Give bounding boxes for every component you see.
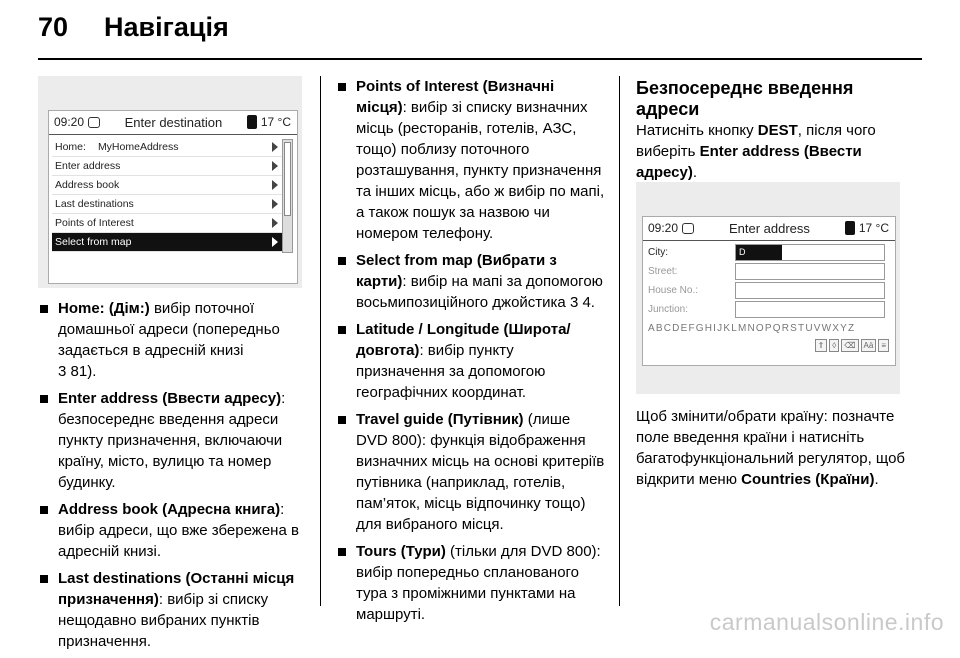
screenshot-enter-address: [636, 182, 900, 394]
page-number: 70: [38, 12, 69, 42]
screen-heading: Enter destination: [124, 114, 223, 130]
screenshot-enter-destination: [38, 76, 302, 288]
description: : вибір зі списку визначних місць (ресторанів, готелів, АЗС, тощо) поблизу поточного розташування, пункту призначення та інших місць, або ж вибір по мапі, а також пошук за назвою чи номером телефону.: [356, 99, 605, 242]
dest-key: DEST: [757, 122, 798, 139]
chevron-right-icon: [272, 218, 278, 228]
description: (тільки для DVD 800): вибір попередньо спланованого тура з проміжними пунктами на маршруті.: [356, 543, 601, 623]
description: : вибір на мапі за допомогою восьмипозиційного джойстика: [356, 273, 603, 311]
scrollbar[interactable]: [282, 139, 293, 253]
case-key[interactable]: Aä: [861, 339, 877, 352]
menu-item-points-of-interest[interactable]: [52, 214, 282, 233]
term: Latitude / Longitude (Широта/довгота): [356, 321, 571, 359]
chevron-right-icon: [272, 199, 278, 209]
term: Enter address (Ввести адресу): [636, 143, 862, 181]
menu-label: Home:: [55, 141, 86, 153]
column-2: [336, 76, 606, 631]
list-item: [336, 409, 606, 535]
term: Select from map (Вибрати з карти): [356, 252, 557, 290]
description: : безпосереднє введення адреси пункту призначення, включаючи країну, місто, вулицю та номер будинку.: [58, 390, 286, 491]
field-label: House No.:: [648, 284, 699, 296]
list-key[interactable]: ≡: [878, 339, 889, 352]
page-reference: 3 81).: [58, 363, 97, 380]
column-divider: [320, 76, 321, 606]
house-field-row[interactable]: [648, 281, 884, 299]
city-input[interactable]: [735, 244, 885, 261]
watermark: carmanualsonline.info: [709, 609, 944, 635]
nav-screen: [48, 110, 298, 284]
paragraph: Натисніть кнопку DEST, після чого виберіть Enter address (Ввести адресу).: [636, 122, 876, 181]
menu-label: Enter address: [55, 160, 121, 172]
column-3-lower: [636, 406, 906, 496]
temperature: [247, 115, 291, 129]
speller-alphabet[interactable]: ABCDEFGHIJKLMNOPQRSTUVWXYZ: [648, 323, 856, 334]
term: Last destinations (Останні місця призначення): [58, 570, 295, 608]
term: Points of Interest (Визначні місця): [356, 78, 555, 116]
column-divider: [619, 76, 620, 606]
term: Home: (Дім:): [58, 300, 150, 317]
menu-item-address-book[interactable]: [52, 176, 282, 195]
paragraph: Щоб змінити/обрати країну: позначте поле введення країни і натисніть багатофункціональний регулятор, щоб відкрити меню Countries (Країни).: [636, 408, 906, 488]
clock-icon: [88, 117, 100, 128]
term: Countries (Країни): [741, 471, 875, 488]
junction-field-row[interactable]: [648, 300, 884, 318]
chevron-right-icon: [272, 142, 278, 152]
junction-input[interactable]: [735, 301, 885, 318]
list-item: [38, 568, 306, 652]
description: (лише DVD 800): функція відображення визначних місць на основі критеріїв путівника (наприклад, готелів, пам’яток, місць відпочинку тощо) для вибраного місця.: [356, 411, 605, 533]
list-item: [336, 250, 606, 313]
delete-key[interactable]: ⌫: [841, 339, 858, 352]
menu-label: Points of Interest: [55, 217, 134, 229]
clock-time: 09:20: [648, 221, 679, 235]
menu-item-home[interactable]: [52, 138, 282, 157]
shift-key[interactable]: ⇑: [815, 339, 828, 352]
street-input[interactable]: [735, 263, 885, 280]
speller-keys: [815, 339, 889, 352]
list-item: [336, 76, 606, 244]
header-rule: [38, 58, 922, 60]
city-value: D: [736, 245, 782, 260]
column-1: [38, 298, 306, 658]
term: Address book (Адресна книга): [58, 501, 281, 518]
page-header: [38, 12, 229, 52]
screen-heading: Enter address: [728, 220, 810, 236]
nav-screen: [642, 216, 896, 366]
menu-item-enter-address[interactable]: [52, 157, 282, 176]
description: : вибір пункту призначення за допомогою географічних координат.: [356, 342, 546, 401]
term: Travel guide (Путівник): [356, 411, 524, 428]
clock-time: 09:20: [54, 115, 85, 129]
field-label: Junction:: [648, 303, 689, 315]
page-title: Навігація: [104, 12, 229, 42]
chevron-right-icon: [272, 237, 278, 247]
thermometer-icon: [845, 221, 855, 235]
menu-label: Address book: [55, 179, 120, 191]
scroll-thumb[interactable]: [284, 142, 291, 216]
temp-value: 17 °C: [260, 115, 291, 129]
status-bar: [49, 111, 297, 133]
menu-item-select-from-map[interactable]: [52, 233, 282, 252]
term: Tours (Тури): [356, 543, 446, 560]
thermometer-icon: [247, 115, 257, 129]
list-item: [38, 388, 306, 493]
chevron-right-icon: [272, 180, 278, 190]
status-bar: [643, 217, 895, 239]
cursor-key[interactable]: ◊: [829, 339, 839, 352]
description: : вибір адреси, що вже збережена в адресній книзі.: [58, 501, 299, 560]
column-3: [636, 78, 906, 189]
chevron-right-icon: [272, 161, 278, 171]
field-label: Street:: [648, 265, 678, 277]
term: Enter address (Ввести адресу): [58, 390, 282, 407]
clock-icon: [682, 223, 694, 234]
city-field-row[interactable]: [648, 243, 884, 261]
page-reference: 3 4.: [569, 294, 595, 311]
description: вибір поточної домашньої адреси (попередньо задається в адресній книзі: [58, 300, 280, 359]
description: : вибір зі списку нещодавно вибраних пунктів призначення.: [58, 591, 269, 650]
menu-label: Select from map: [55, 236, 132, 248]
field-label: City:: [648, 246, 668, 258]
street-field-row[interactable]: [648, 262, 884, 280]
section-heading: Безпосереднє введення адреси: [636, 78, 854, 119]
menu-item-last-destinations[interactable]: [52, 195, 282, 214]
list-item: [336, 541, 606, 625]
menu-value: MyHomeAddress: [97, 141, 179, 153]
list-item: [336, 319, 606, 403]
list-item: [38, 499, 306, 562]
temperature: [845, 221, 889, 235]
list-item: [38, 298, 306, 382]
temp-value: 17 °C: [858, 221, 889, 235]
menu-label: Last destinations: [55, 198, 134, 210]
house-number-input[interactable]: [735, 282, 885, 299]
